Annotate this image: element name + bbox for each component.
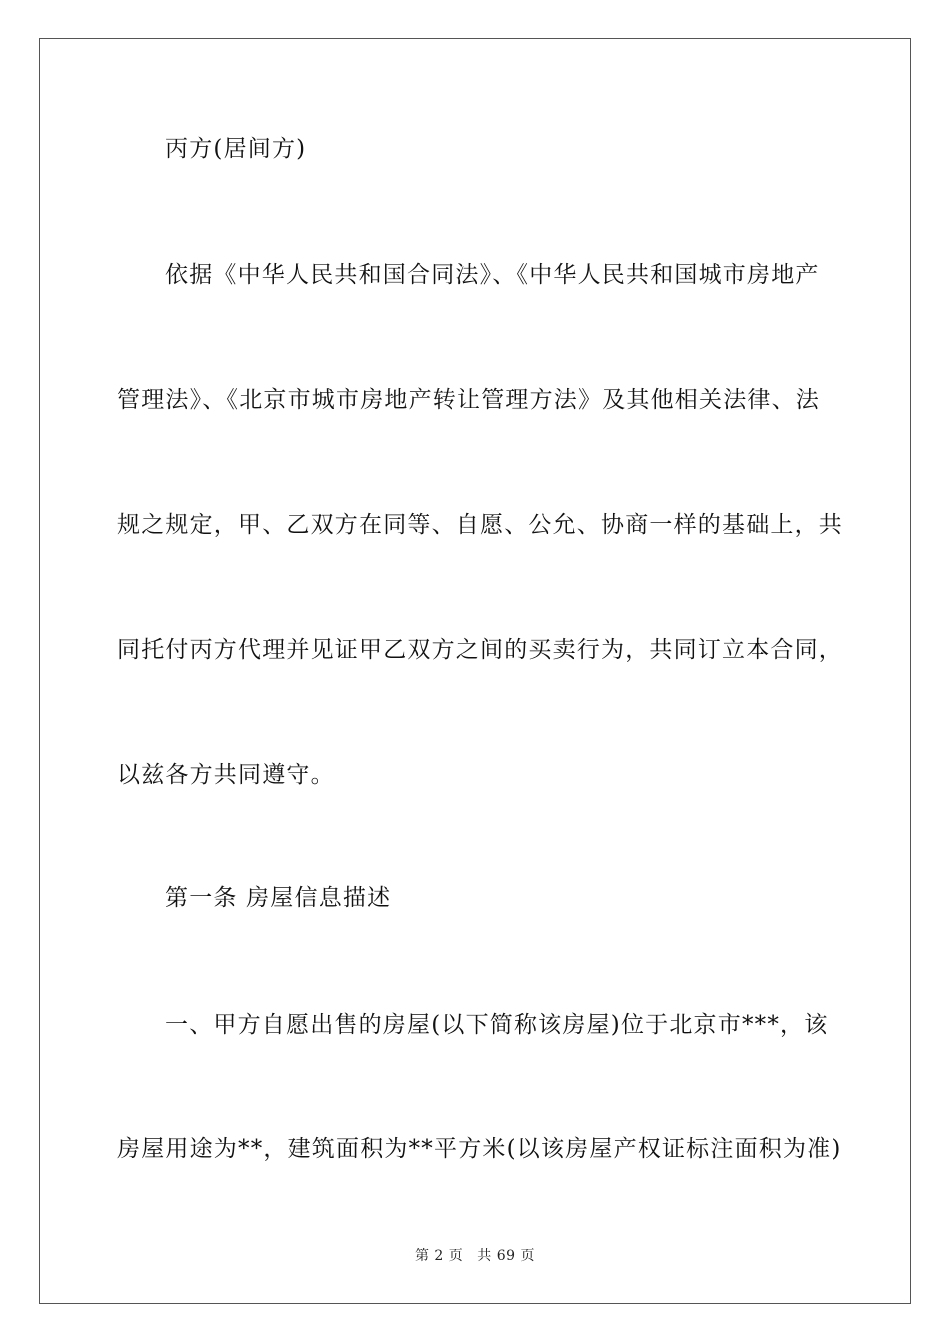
- paragraph-line: 同托付丙方代理并见证甲乙双方之间的买卖行为，共同订立本合同，: [117, 637, 843, 663]
- paragraph-line: 以兹各方共同遵守。: [117, 762, 335, 788]
- paragraph-line: 管理法》、《北京市城市房地产转让管理方法》及其他相关法律、法: [117, 387, 820, 413]
- paragraph-line: 规之规定，甲、乙双方在同等、自愿、公允、协商一样的基础上，共: [117, 512, 843, 538]
- page-total: 共 69 页: [477, 1248, 536, 1264]
- paragraph-line: 一、甲方自愿出售的房屋(以下简称该房屋)位于北京市***，该: [165, 1012, 829, 1038]
- party-c-heading: 丙方(居间方): [165, 136, 307, 162]
- page-footer: [0, 1245, 950, 1265]
- paragraph-line: 房屋用途为**，建筑面积为**平方米(以该房屋产权证标注面积为准): [117, 1136, 842, 1162]
- page-number: 第 2 页: [414, 1248, 464, 1264]
- paragraph-line: 依据《中华人民共和国合同法》、《中华人民共和国城市房地产: [165, 262, 820, 288]
- article-heading: 第一条 房屋信息描述: [165, 885, 392, 911]
- page-frame: [39, 38, 911, 1304]
